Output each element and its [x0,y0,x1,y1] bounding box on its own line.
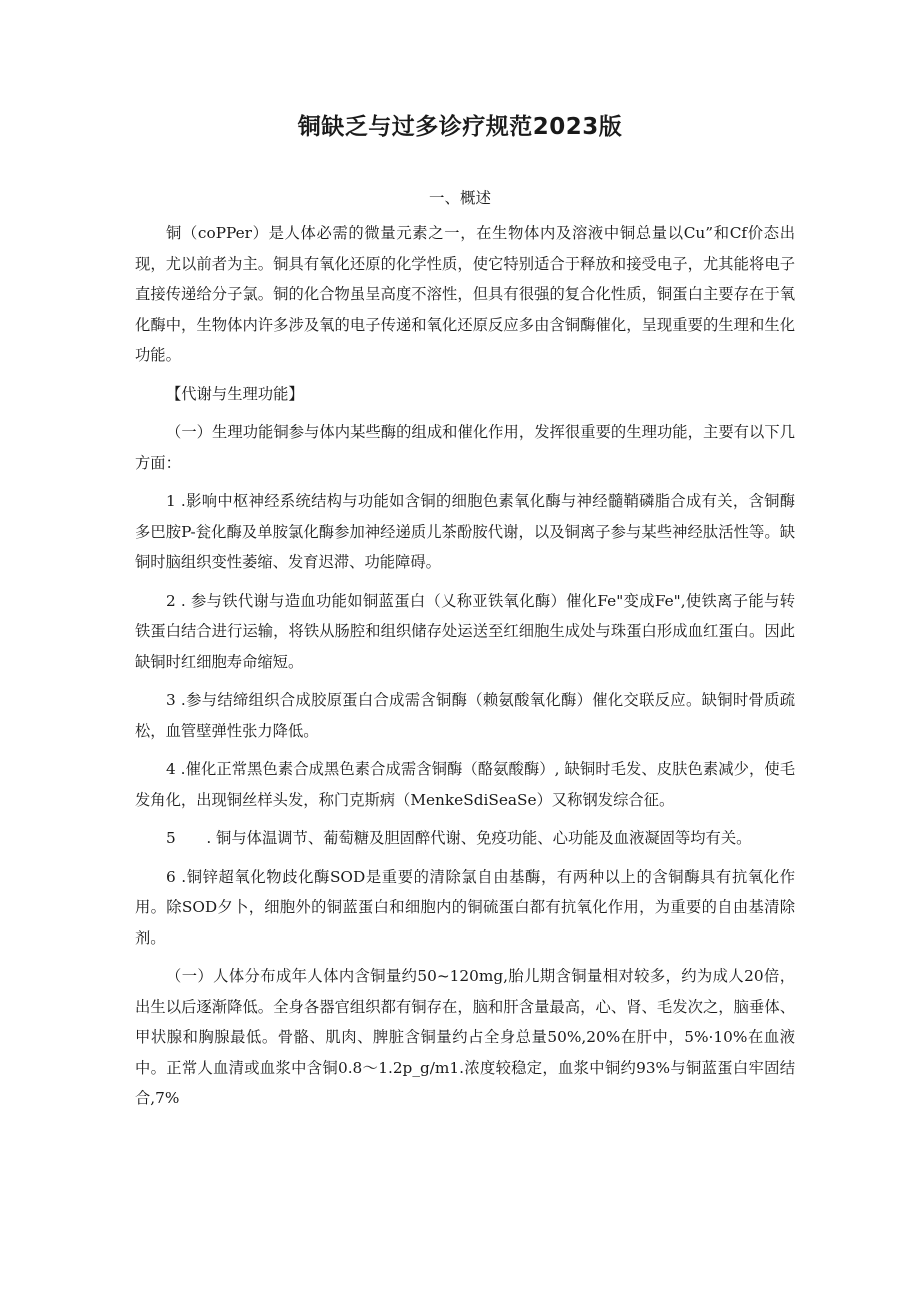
subheading-metabolism: 【代谢与生理功能】 [166,384,304,403]
list-item-1: 1 .影响中枢神经系统结构与功能如含铜的细胞色素氧化酶与神经髓鞘磷脂合成有关，含铜酶多巴胺P-瓮化酶及单胺氯化酶参加神经递质儿茶酚胺代谢，以及铜离子参与某些神经肽活性等。缺铜时脑组织变性萎缩、发育迟滞、功能障碍。 [135,492,795,571]
paragraph-overview: 铜（coPPer）是人体必需的微量元素之一，在生物体内及溶液中铜总量以Cu”和Cf价态出现，尤以前者为主。铜具有氧化还原的化学性质，使它特别适合于释放和接受电子，尤其能将电子直接传递给分子氯。铜的化合物虽呈高度不溶性，但具有很强的复合化性质，铜蛋白主要存在于氧化酶中，生物体内许多涉及氧的电子传递和氧化还原反应多由含铜酶催化，呈现重要的生理和生化功能。 [135,224,795,364]
section-heading: 一、概述 [428,189,491,207]
list-item-2: 2 . 参与铁代谢与造血功能如铜蓝蛋白（乂称亚铁氧化酶）催化Fe"变成Fe",使铁离子能与转铁蛋白结合进行运输，将铁从肠腔和组织储存处运送至红细胞生成处与珠蛋白形成血红蛋白。因此缺铜时红细胞寿命缩短。 [135,591,795,671]
list-item-5: 5 . 铜与体温调节、葡萄糖及胆固醉代谢、免疫功能、心功能及血液凝固等均有关。 [166,829,752,847]
list-item-6: 6 .铜锌超氧化物歧化酶SOD是重要的清除氯自由基酶，有两种以上的含铜酶具有抗氧化作用。除SOD夕卜，细胞外的铜蓝蛋白和细胞内的铜硫蛋白都有抗氧化作用，为重要的自由基清除剂。 [135,867,795,947]
list-item-3: 3 .参与结缔组织合成胶原蛋白合成需含铜酶（赖氨酸氧化酶）催化交联反应。缺铜时骨质疏松，血管壁弹性张力降低。 [135,691,795,740]
list-item-4: 4 .催化正常黑色素合成黑色素合成需含铜酶（酪氨酸酶）, 缺铜时毛发、皮肤色素减少，使毛发角化，出现铜丝样头发，称门克斯病（MenkeSdiSeaSe）又称钢发综合征。 [135,760,795,809]
paragraph-physiological-function: （一）生理功能铜参与体内某些酶的组成和催化作用，发挥很重要的生理功能，主要有以下几方面： [135,423,795,472]
document-title: 铜缺乏与过多诊疗规范2023版 [297,114,623,140]
document-body [135,218,795,1114]
paragraph-body-distribution: （一）人体分布成年人体内含铜量约50~120mg,胎儿期含铜量相对较多，约为成人20倍，出生以后逐渐降低。全身各器官组织都有铜存在，脑和肝含量最高，心、肾、毛发次之，脑垂体、甲状腺和胸腺最低。骨骼、肌肉、脾脏含铜量约占全身总量50%,20%在肝中，5%·10%在血液中。正常人血清或血浆中含铜0.8～1.2p_g/m1.浓度较稳定，血浆中铜约93%与铜蓝蛋白牢固结合,7% [135,967,795,1107]
